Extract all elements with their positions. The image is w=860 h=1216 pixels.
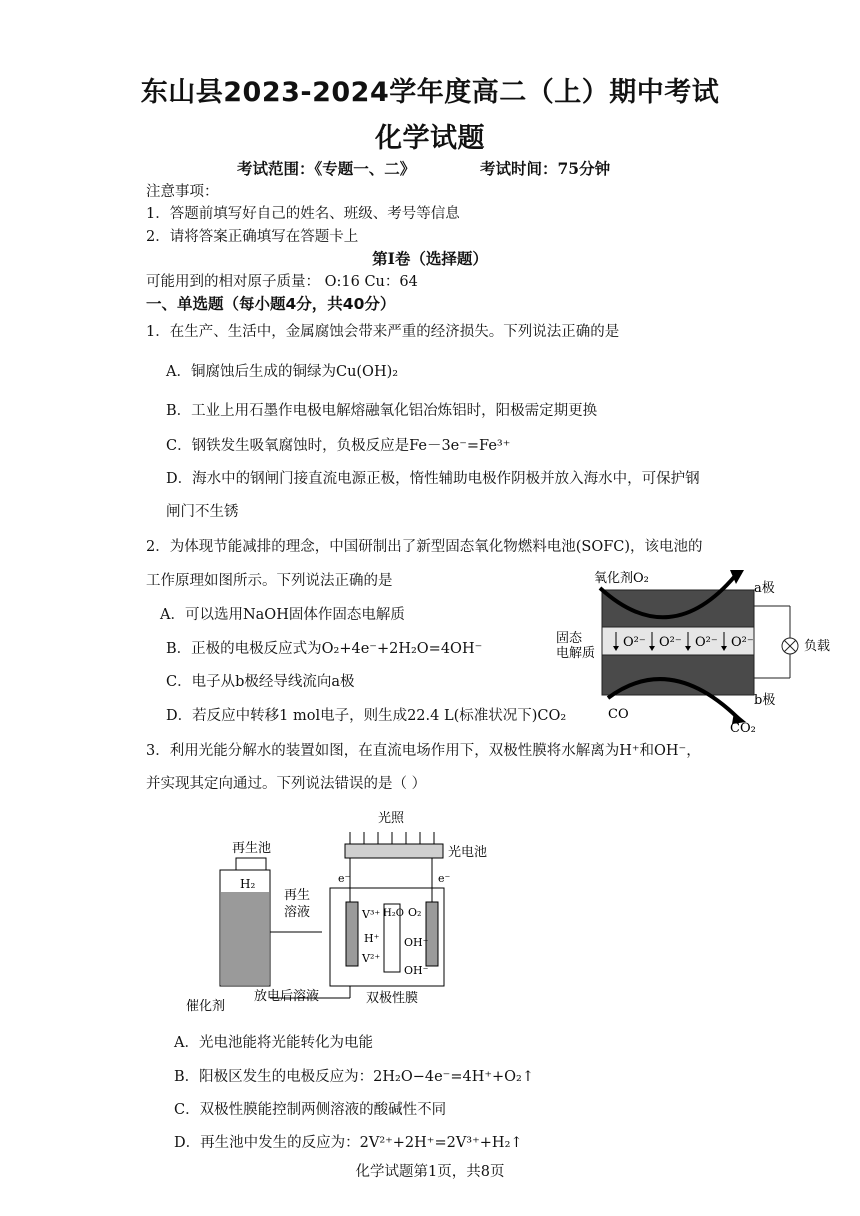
q1-option-c: C．钢铁发生吸氧腐蚀时，负极反应是Fe－3e⁻=Fe³⁺	[166, 438, 511, 454]
subject-title: 化学试题	[375, 123, 485, 154]
co-label: CO	[608, 707, 629, 722]
note-item: 1．答题前填写好自己的姓名、班级、考号等信息	[146, 206, 460, 222]
regen-solution-label: 再生	[284, 888, 311, 903]
notes-heading: 注意事项：	[146, 184, 219, 200]
q2-option-b: B．正极的电极反应式为O₂+4e⁻+2H₂O=4OH⁻	[166, 641, 483, 657]
question-2-stem-cont: 工作原理如图所示。下列说法正确的是	[146, 573, 393, 589]
q2-option-d: D．若反应中转移1 mol电子，则生成22.4 L(标准状况下)CO₂	[166, 708, 567, 724]
page-footer: 化学试题第1页，共8页	[355, 1164, 505, 1180]
pv-cell	[345, 844, 443, 858]
co2-label: CO₂	[730, 721, 756, 736]
sofc-diagram	[550, 562, 840, 742]
regen-tank-label: 再生池	[232, 841, 272, 856]
q2-option-c: C．电子从b极经导线流向a极	[166, 674, 355, 690]
oh-label: OH⁻	[404, 936, 429, 949]
anode-electrode	[426, 902, 438, 966]
q1-option-b: B．工业上用石墨作电极电解熔融氧化铝冶炼铝时，阳极需定期更换	[166, 403, 598, 419]
q1-option-d-cont: 闸门不生锈	[166, 504, 239, 520]
q3-option-c: C．双极性膜能控制两侧溶液的酸碱性不同	[174, 1102, 447, 1118]
electrolyte-label: 固态	[556, 631, 583, 646]
catalyst-label: 催化剂	[186, 999, 226, 1014]
load-label: 负载	[804, 639, 831, 654]
electron-label: e⁻	[338, 872, 351, 885]
light-label: 光照	[378, 811, 405, 826]
o2-label: O₂	[408, 906, 422, 919]
b-pole-label: b极	[754, 693, 776, 708]
bipolar-membrane-label: 双极性膜	[366, 991, 419, 1006]
v2-label: V²⁺	[362, 952, 381, 965]
light-arrows	[350, 832, 434, 844]
a-pole-label: a极	[754, 581, 775, 596]
q1-option-d: D．海水中的钢闸门接直流电源正极，惰性辅助电极作阴极并放入海水中，可保护钢	[166, 471, 700, 487]
q1-option-a: A．铜腐蚀后生成的铜绿为Cu(OH)₂	[166, 364, 399, 380]
regen-solution-fill	[221, 892, 269, 985]
exam-title: 东山县2023-2024学年度高二（上）期中考试	[140, 77, 720, 108]
q3-option-b: B．阳极区发生的电极反应为：2H₂O−4e⁻=4H⁺+O₂↑	[174, 1069, 535, 1085]
pv-cell-label: 光电池	[448, 845, 488, 860]
oh-label: OH⁻	[404, 964, 429, 977]
h2o-label: H₂O	[383, 908, 404, 919]
h-plus-label: H⁺	[364, 932, 380, 945]
part1-heading: 第Ⅰ卷（选择题）	[372, 249, 488, 268]
discharged-solution-label: 放电后溶液	[254, 989, 320, 1004]
question-2-stem: 2．为体现节能减排的理念，中国研制出了新型固态氧化物燃料电池(SOFC)，该电池的	[146, 539, 703, 555]
question-3-stem: 3．利用光能分解水的装置如图，在直流电场作用下，双极性膜将水解离为H⁺和OH⁻，	[146, 743, 701, 759]
q2-option-a: A．可以选用NaOH固体作固态电解质	[160, 607, 405, 623]
o2-ion-label: O²⁻	[695, 635, 718, 650]
note-item: 2．请将答案正确填写在答题卡上	[146, 229, 359, 245]
o2-ion-label: O²⁻	[659, 635, 682, 650]
electrolyte-label: 电解质	[556, 646, 596, 661]
h2-label: H₂	[240, 877, 256, 891]
cathode-electrode	[346, 902, 358, 966]
q3-option-d: D．再生池中发生的反应为：2V²⁺+2H⁺=2V³⁺+H₂↑	[174, 1135, 523, 1151]
water-splitting-diagram	[180, 804, 520, 1022]
question-1-stem: 1．在生产、生活中，金属腐蚀会带来严重的经济损失。下列说法正确的是	[146, 324, 620, 340]
o2-ion-label: O²⁻	[623, 635, 646, 650]
v3-label: V³⁺	[362, 908, 381, 921]
exam-scope: 考试范围：《专题一、二》	[237, 159, 416, 178]
q3-option-a: A．光电池能将光能转化为电能	[174, 1035, 373, 1051]
oxidant-label: 氧化剂O₂	[594, 571, 649, 586]
electron-label: e⁻	[438, 872, 451, 885]
section-heading: 一、单选题（每小题4分，共40分）	[146, 295, 396, 313]
atomic-mass-line: 可能用到的相对原子质量： O:16 Cu：64	[146, 274, 418, 290]
regen-solution-label: 溶液	[284, 905, 311, 920]
exam-time: 考试时间：75分钟	[480, 159, 611, 178]
o2-ion-label: O²⁻	[731, 635, 754, 650]
question-3-stem-cont: 并实现其定向通过。下列说法错误的是（ ）	[146, 776, 427, 792]
